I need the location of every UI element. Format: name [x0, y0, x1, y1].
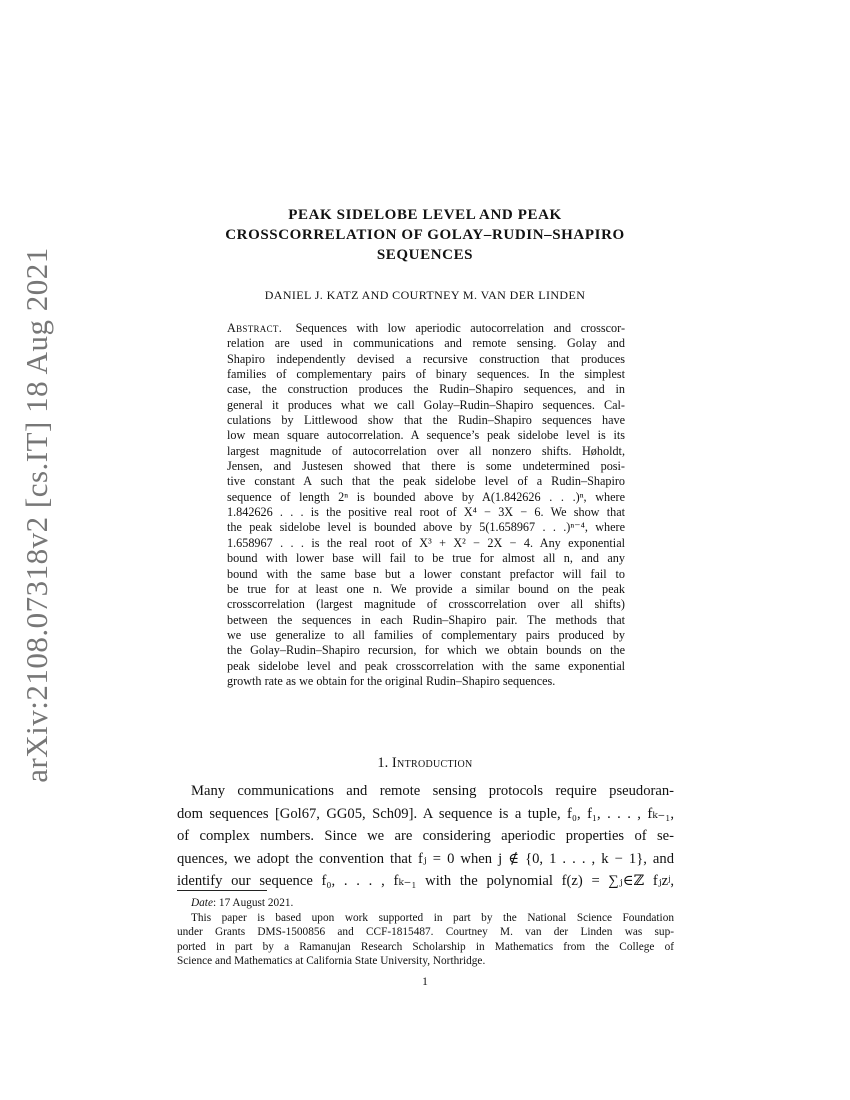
- title-line-2: CROSSCORRELATION OF GOLAY–RUDIN–SHAPIRO: [225, 227, 625, 243]
- section-title: Introduction: [391, 755, 473, 771]
- abstract-line: sequence of length 2ⁿ is bounded above by A(1.842626 . . .)ⁿ, where: [227, 489, 625, 504]
- abstract-line: peak sidelobe level and peak crosscorrelation with the same exponential: [227, 658, 625, 673]
- abstract-line: 1.842626 . . . is the positive real root of X⁴ − 3X − 6. We show that: [227, 505, 625, 520]
- author-list: DANIEL J. KATZ AND COURTNEY M. VAN DER LINDEN: [264, 288, 586, 302]
- abstract-line: relation are used in communications and remote sensing. Golay and: [227, 336, 625, 351]
- abstract-line: the Golay–Rudin–Shapiro recursion, for which we obtain bounds on the: [227, 643, 625, 658]
- intro-line: quences, we adopt the convention that fⱼ = 0 when j ∉ {0, 1 . . . , k − 1}, and: [177, 850, 674, 867]
- abstract-line: growth rate as we obtain for the original Rudin–Shapiro sequences.: [227, 673, 556, 688]
- abstract-line: between the sequences in each Rudin–Shapiro pair. The methods that: [227, 612, 625, 627]
- section-number: 1.: [377, 755, 389, 771]
- abstract-line: 1.658967 . . . is the real root of X³ + X² − 2X − 4. Any exponential: [227, 535, 625, 550]
- abstract-line: be true for at least one n. We provide a similar bound on the peak: [227, 581, 625, 596]
- title-line-1: PEAK SIDELOBE LEVEL AND PEAK: [288, 207, 562, 223]
- abstract-line: families of complementary pairs of binary sequences. In the simplest: [227, 367, 625, 382]
- abstract-line: Jensen, and Justesen showed that there is some undetermined posi-: [227, 459, 625, 474]
- page-number: 1: [422, 976, 428, 988]
- intro-line: of complex numbers. Since we are considering aperiodic properties of se-: [177, 828, 674, 844]
- footnotes: [177, 896, 674, 969]
- section-heading-introduction: [170, 755, 680, 772]
- footnote-divider: [177, 890, 267, 891]
- abstract-line: bound with the same base but a lower constant prefactor will fail to: [227, 566, 625, 581]
- abstract-line: the peak sidelobe level is bounded above by 5(1.658967 . . .)ⁿ⁻⁴, where: [227, 520, 625, 535]
- abstract-line-text: Sequences with low aperiodic autocorrelation and crosscor-: [295, 321, 625, 335]
- abstract-line: largest magnitude of autocorrelation over all nonzero shifts. Høholdt,: [227, 443, 625, 458]
- arxiv-stamp-text: arXiv:2108.07318v2 [cs.IT] 18 Aug 2021: [19, 247, 55, 783]
- abstract-heading: Abstract.: [227, 321, 283, 335]
- abstract-line: we use generalize to all families of complementary pairs produced by: [227, 627, 625, 642]
- abstract-line: [227, 321, 625, 336]
- abstract-line: low mean square autocorrelation. A sequence’s peak sidelobe level is its: [227, 428, 625, 443]
- introduction-body: [177, 780, 674, 893]
- abstract-line: general it produces what we call Golay–Rudin–Shapiro sequences. Cal-: [227, 397, 625, 412]
- title-line-3: SEQUENCES: [376, 247, 474, 263]
- intro-line: Many communications and remote sensing protocols require pseudoran-: [191, 783, 674, 799]
- intro-line: identify our sequence f₀, . . . , fₖ₋₁ with the polynomial f(z) = ∑ⱼ∈ℤ fⱼzʲ,: [177, 873, 674, 889]
- footnote-date: [177, 896, 674, 911]
- abstract-line: crosscorrelation (largest magnitude of crosscorrelation over all shifts): [227, 597, 625, 612]
- abstract: [227, 321, 625, 689]
- footnote-funding-line: Science and Mathematics at California State University, Northridge.: [177, 955, 486, 968]
- date-value: : 17 August 2021.: [212, 897, 294, 909]
- footnote-funding-line: under Grants DMS-1500856 and CCF-1815487. Courtney M. van der Linden was sup-: [177, 926, 674, 939]
- paper-title: [170, 205, 680, 265]
- arxiv-identifier-stamp: [12, 247, 62, 783]
- abstract-line: tive constant A such that the peak sidelobe level of a Rudin–Shapiro: [227, 474, 625, 489]
- footnote-funding-line: This paper is based upon work supported in part by the National Science Foundation: [191, 911, 674, 924]
- abstract-line: Shapiro independently devised a recursive construction that produces: [227, 351, 625, 366]
- abstract-line: case, the construction produces the Rudin–Shapiro sequences, and in: [227, 382, 625, 397]
- date-label: Date: [191, 897, 213, 909]
- abstract-line: culations by Littlewood show that the Rudin–Shapiro sequences have: [227, 413, 625, 428]
- intro-line: dom sequences [Gol67, GG05, Sch09]. A sequence is a tuple, f₀, f₁, . . . , fₖ₋₁,: [177, 805, 674, 822]
- abstract-line: bound with lower base will fail to be true for almost all n, and any: [227, 551, 625, 566]
- footnote-funding-line: ported in part by a Ramanujan Research Scholarship in Mathematics from the College of: [177, 940, 674, 953]
